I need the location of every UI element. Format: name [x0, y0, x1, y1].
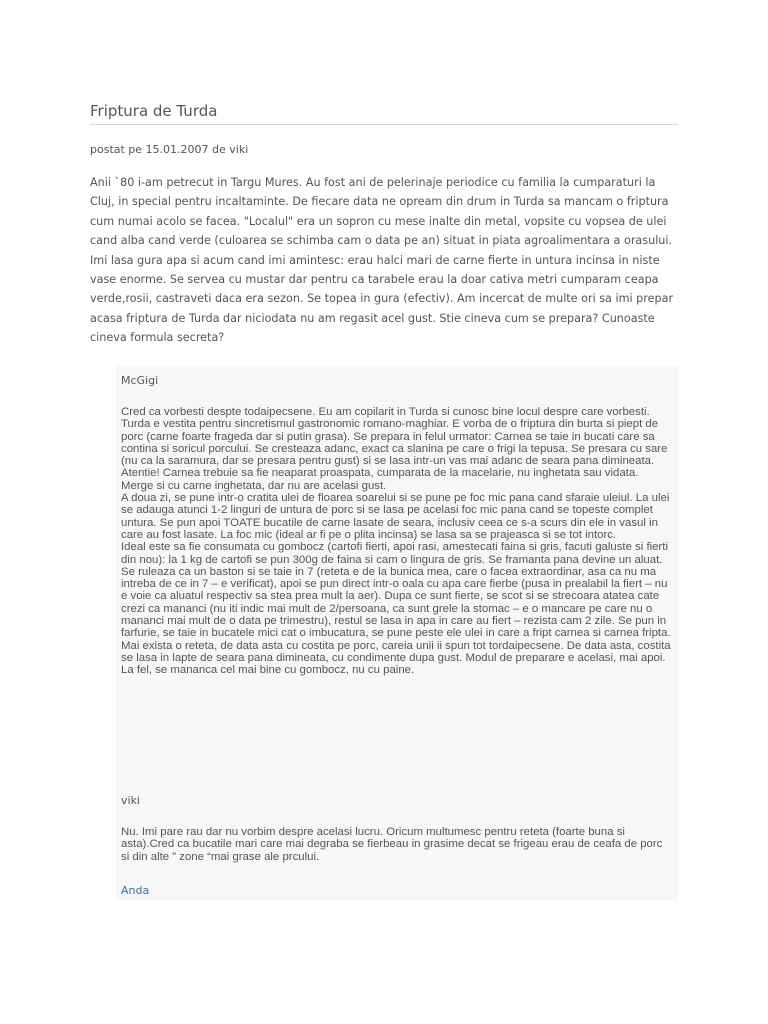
- comment-text: Cred ca vorbesti despte todaipecsene. Eu am copilarit in Turda si cunosc bine locul despre care vorbesti. Turda e vestita pentru sincretismul gastronomic romano-maghiar. E vorba de o friptura din burta si piept de porc (carne foarte frageda dar si putin grasa). Se prepara in felul urmator: Carnea se taie in bucati care sa contina si soricul porcului. Se cresteaza adanc, exact ca slanina pe care o frigi la tepusa. Se presara cu sare (nu ca la saramura, dar se presara pentru gust) si se lasa intr-un vas mai adanc de seara pana dimineata. Atentie! Carnea trebuie sa fie neaparat proaspata, cumparata de la macelarie, nu inghetata sau vidata. Merge si cu carne inghetata, dar nu are acelasi gust. A doua zi, se pune intr-o cratita ulei de floarea soarelui si se pune pe foc mic pana cand sfaraie uleiul. La ulei se adauga atunci 1-2 linguri de untura de porc si se lasa pe acelasi foc mic pana cand se topeste complet untura. Se pun apoi TOATE bucatile de carne lasate de seara, inclusiv ceea ce s-a scurs din ele in vasul in care au fost lasate. La foc mic (ideal ar fi pe o plita incinsa) se lasa sa se prajeasca si se tot intorc. Ideal este sa fie consumata cu gombocz (cartofi fierti, apoi rasi, amestecati faina si gris, facuti galuste si fierti din nou): la 1 kg de cartofi se pun 300g de faina si cam o lingura de gris. Se framanta pana devine un aluat. Se ruleaza ca un baston si se taie in 7 (reteta e de la bunica mea, care o facea extraordinar, asa ca nu ma intreba de ce in 7 – e verificat), apoi se pun direct intr-o oala cu apa care fierbe (pusa in prealabil la fiert – nu e voie ca aluatul respectiv sa stea prea mult la aer). Dupa ce sunt fierte, se scot si se strecoara atatea cate crezi ca mananci (nu iti indic mai mult de 2/persoana, ca sunt grele la stomac – e o mancare pe care nu o mananci mai mult de o data pe trimestru), restul se lasa in apa in care au fiert – rezista cam 2 zile. Se pun in farfurie, se taie in bucatele mici cat o imbucatura, se pune peste ele ulei in care a fript carnea si carnea fripta. Mai exista o reteta, de data asta cu costita pe porc, careia unii ii spun tot tordaipecsene. De data asta, costita se lasa in lapte de seara pana dimineata, cu condimente dupa gust. Modul de preparare e acelasi, mai apoi. La fel, se mananca cel mai bine cu gombocz, nu cu paine.: [121, 406, 671, 677]
- comments-section: [116, 366, 678, 900]
- article-body: Anii `80 i-am petrecut in Targu Mures. Au fost ani de pelerinaje periodice cu familia la cumparaturi la Cluj, in special pentru incaltaminte. De fiecare data ne opream din drum in Turda sa mancam o friptura cum numai acolo se facea. "Localul" era un sopron cu mese inalte din metal, vopsite cu vopsea de ulei cand alba cand verde (culoarea se schimba cam o data pe an) situat in piata agroalimentara a orasului. Imi lasa gura apa si acum cand imi amintesc: erau halci mari de carne fierte in untura incinsa in niste vase enorme. Se servea cu mustar dar pentru ca tarabele erau la doar cativa metri cumparam ceapa verde,rosii, castraveti daca era sezon. Se topea in gura (efectiv). Am incercat de multe ori sa imi prepar acasa friptura de Turda dar niciodata nu am regasit acel gust. Stie cineva cum se prepara? Cunoaste cineva formula secreta?: [90, 176, 674, 345]
- comment-author: viki: [121, 794, 140, 807]
- comment-text: Nu. Imi pare rau dar nu vorbim despre acelasi lucru. Oricum multumesc pentru reteta (foarte buna si asta).Cred ca bucatile mari care mai degraba se fierbeau in grasime decat se frigeau erau de ceafa de porc si din alte ” zone “mai grase ale prcului.: [121, 826, 663, 863]
- comment-author-link[interactable]: Anda: [121, 884, 150, 897]
- article-meta: postat pe 15.01.2007 de viki: [90, 143, 249, 156]
- article-title: Friptura de Turda: [90, 102, 678, 125]
- comment-author: McGigi: [121, 374, 159, 387]
